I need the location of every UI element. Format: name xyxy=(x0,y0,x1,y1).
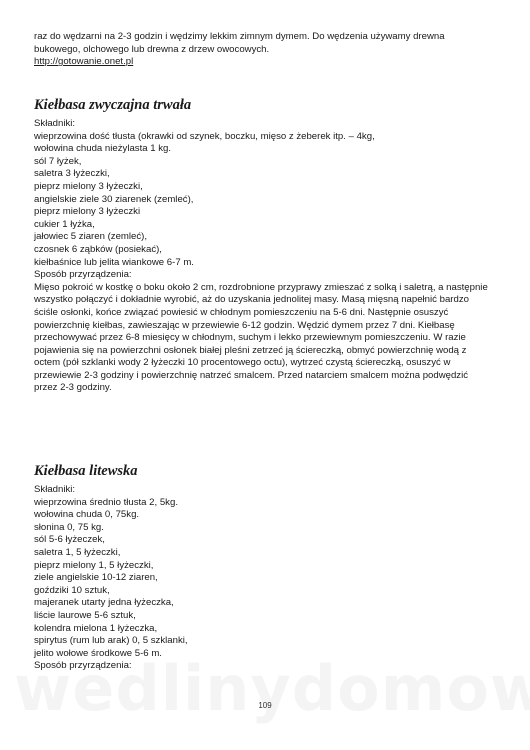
recipe1-body xyxy=(34,118,499,395)
ingredient-item: saletra 1, 5 łyżeczki, xyxy=(34,546,121,558)
ingredient-item: spirytus (rum lub arak) 0, 5 szklanki, xyxy=(34,635,188,647)
method-line: wszystko połączyć i dokładnie wyrobić, aż do uzyskania jednolitej masy. Masą mięsną napełnić bardzo xyxy=(34,294,469,306)
ingredients-label: Składniki: xyxy=(34,118,76,129)
ingredient-item: sól 7 łyżek, xyxy=(34,155,82,167)
ingredient-item: sól 5-6 łyżeczek, xyxy=(34,534,105,546)
ingredient-item: jałowiec 5 ziaren (zemleć), xyxy=(34,231,148,243)
method-paragraph xyxy=(34,282,499,395)
method-label: Sposób przyrządzenia: xyxy=(34,269,132,281)
ingredient-item: czosnek 6 ząbków (posiekać), xyxy=(34,243,162,255)
recipe-title: Kiełbasa zwyczajna trwała xyxy=(34,97,192,113)
method-line: przechowywać przez 6-8 miesięcy w chłodnym, suchym i lekko przewiewnym pomieszczeniu. W razie xyxy=(34,332,466,344)
ingredients-label: Składniki: xyxy=(34,484,76,495)
intro-line: bukowego, olchowego lub drewna z drzew owocowych. xyxy=(34,43,270,55)
ingredients-list xyxy=(34,497,499,661)
ingredients-list xyxy=(34,131,499,270)
ingredient-item: pieprz mielony 1, 5 łyżeczki, xyxy=(34,559,154,571)
method-label: Sposób przyrządzenia: xyxy=(34,660,132,672)
method-line: powierzchnię kiełbas, zawieszając w przewiewie 6-12 godzin. Wędzić dymem przez 7 dni. Kiełbasę xyxy=(34,319,455,331)
ingredient-item: słonina 0, 75 kg. xyxy=(34,521,104,533)
ingredient-item: pieprz mielony 3 łyżeczki xyxy=(34,206,141,218)
intro-line: raz do wędzarni na 2-3 godzin i wędzimy lekkim zimnym dymem. Do wędzenia używamy drewna xyxy=(34,31,445,42)
ingredient-item: wieprzowina średnio tłusta 2, 5kg. xyxy=(34,496,178,508)
ingredient-item: majeranek utarty jedna łyżeczka, xyxy=(34,597,174,609)
method-line: przez 2-3 godziny. xyxy=(34,382,112,394)
recipe2-body xyxy=(34,484,499,673)
recipe-title: Kiełbasa litewska xyxy=(34,463,138,479)
ingredient-item: liście laurowe 5-6 sztuk, xyxy=(34,609,136,621)
ingredient-item: kolendra mielona 1 łyżeczka, xyxy=(34,622,158,634)
method-line: przewiewie 2-3 godziny i powierzchnię natrzeć smalcem. Przed natarciem smalcem można podwędzić xyxy=(34,369,469,381)
method-line: pojawienia się na powierzchni osłonek białej pleśni zetrzeć ją ściereczką, obmyć powierzchnię wodą z xyxy=(34,344,467,356)
method-line: ściśle osłonki, końce związać powiesić w chłodnym pomieszczeniu na 5-6 dni. Następnie osuszyć xyxy=(34,306,449,318)
ingredient-item: kiełbaśnice lub jelita wiankowe 6-7 m. xyxy=(34,256,194,268)
intro-paragraph xyxy=(34,31,499,69)
ingredient-item: ziele angielskie 10-12 ziaren, xyxy=(34,572,158,584)
method-line: octem (pół szklanki wody 2 łyżeczki 10 procentowego octu), wytrzeć czystą ściereczką, osuszyć w xyxy=(34,357,451,369)
ingredient-item: goździki 10 sztuk, xyxy=(34,584,110,596)
ingredient-item: wieprzowina dość tłusta (okrawki od szynek, boczku, mięso z żeberek itp. – 4kg, xyxy=(34,130,375,142)
source-link[interactable]: http://gotowanie.onet.pl xyxy=(34,56,134,68)
ingredient-item: wołowina chuda 0, 75kg. xyxy=(34,509,140,521)
ingredient-item: cukier 1 łyżka, xyxy=(34,218,95,230)
page-number: 109 xyxy=(258,701,272,710)
ingredient-item: wołowina chuda nieżylasta 1 kg. xyxy=(34,143,172,155)
method-line: Mięso pokroić w kostkę o boku około 2 cm, rozdrobnione przyprawy zmieszać z solką i saletrą, a następnie xyxy=(34,281,488,293)
ingredient-item: pieprz mielony 3 łyżeczki, xyxy=(34,180,143,192)
ingredient-item: jelito wołowe środkowe 5-6 m. xyxy=(34,647,162,659)
ingredient-item: saletra 3 łyżeczki, xyxy=(34,168,110,180)
ingredient-item: angielskie ziele 30 ziarenek (zemleć), xyxy=(34,193,194,205)
